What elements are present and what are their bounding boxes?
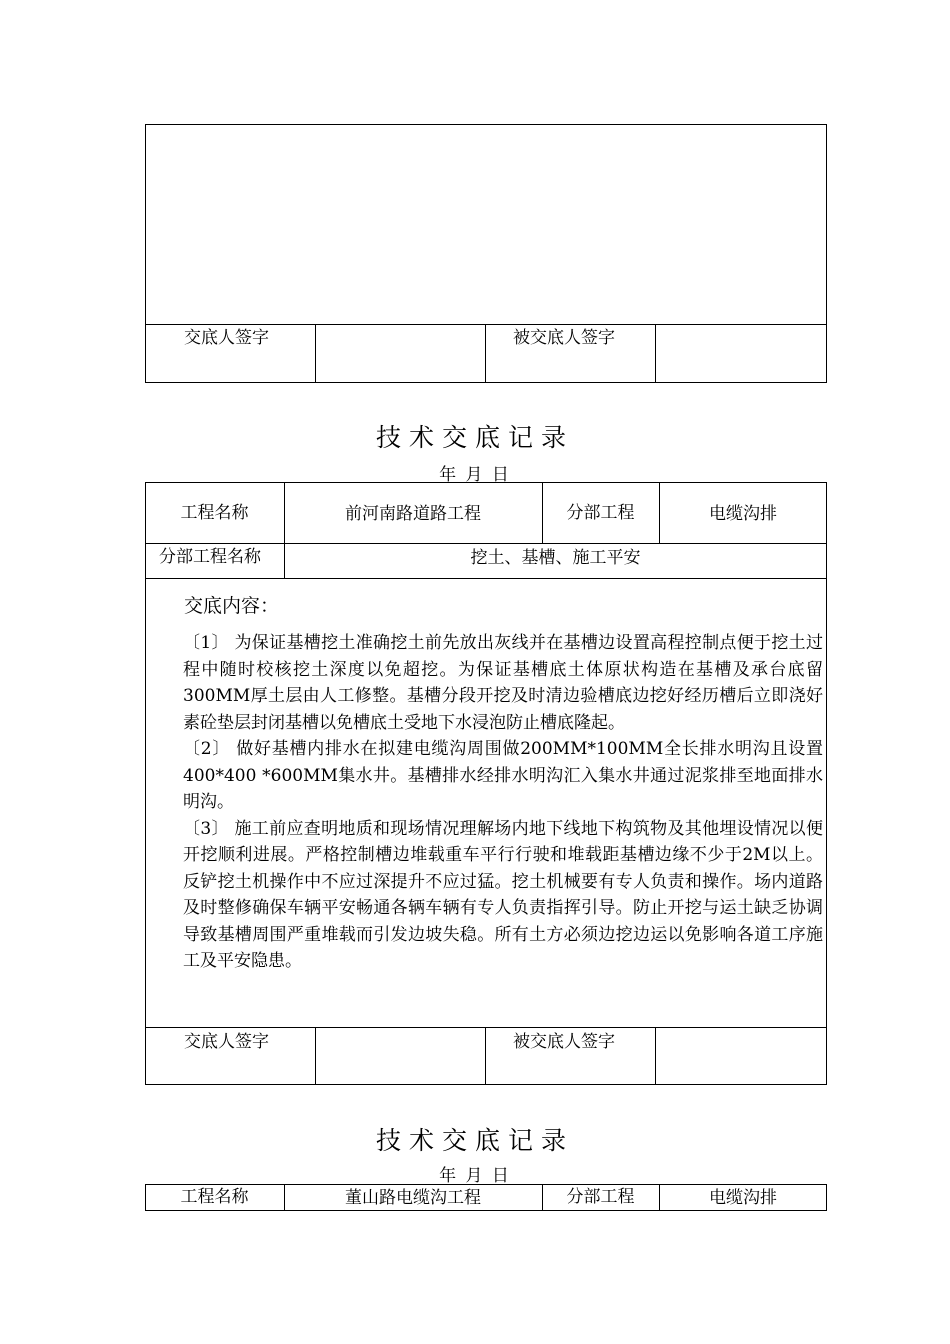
top-table-col-line (485, 324, 486, 383)
top-table-col-line (315, 324, 316, 383)
col-divider (655, 1027, 656, 1085)
content-label: 交底内容： (184, 595, 280, 617)
content-paragraph: 〔3〕 施工前应查明地质和现场情况理解场内地下线地下构筑物及其他埋设情况以便开挖顺利进展。严格控制槽边堆载重车平行行驶和堆载距基槽边缘不少于2M以上。反铲挖土机操作中不应过深提升不应过猛。挖土机械要有专人负责和操作。场内道路及时整修确保车辆平安畅通各辆车辆有专人负责指挥引导。防止开挖与运土缺乏协调导致基槽周围严重堆载而引发边坡失稳。所有土方必须边挖边运以免影响各道工序施工及平安隐患。 (183, 818, 823, 971)
content-paragraph: 〔1〕 为保证基槽挖土准确挖土前先放出灰线并在基槽边设置高程控制点便于挖土过程中随时校核挖土深度以免超挖。为保证基槽底土体原状构造在基槽及承台底留300MM厚土层由人工修整。基槽分段开挖及时清边验槽底边挖好经历槽后立即浇好素砼垫层封闭基槽以免槽底土受地下水浸泡防止槽底隆起。 (183, 633, 823, 733)
record-date: 年 月 日 (439, 465, 511, 485)
sub-project-label: 分部工程名称 (159, 547, 261, 567)
col-divider (315, 1027, 316, 1085)
row-divider (145, 578, 827, 579)
top-table-col-line (655, 324, 656, 383)
record-date: 年 月 日 (439, 1166, 511, 1186)
receiver-signature-label: 被交底人签字 (513, 328, 615, 348)
sub-project-value: 挖土、基槽、施工平安 (470, 548, 641, 568)
giver-signature-label: 交底人签字 (184, 328, 269, 348)
receiver-signature-label: 被交底人签字 (513, 1032, 615, 1052)
record-title: 技术交底记录 (375, 1126, 574, 1155)
giver-signature-label: 交底人签字 (184, 1032, 269, 1052)
top-table-divider (145, 324, 827, 325)
project-name-value: 前河南路道路工程 (345, 504, 481, 524)
project-name-value: 董山路电缆沟工程 (345, 1188, 481, 1208)
row-divider (145, 543, 827, 544)
project-name-label: 工程名称 (180, 1187, 249, 1207)
content-paragraph: 〔2〕 做好基槽内排水在拟建电缆沟周围做200MM*100MM全长排水明沟且设置400*400 *600MM集水井。基槽排水经排水明沟汇入集水井通过泥浆排至地面排水明沟。 (183, 739, 823, 812)
content-body (183, 630, 823, 975)
project-name-label: 工程名称 (180, 503, 249, 523)
division-value: 电缆沟排 (709, 1188, 777, 1208)
division-label: 分部工程 (566, 1187, 635, 1207)
record-title: 技术交底记录 (375, 423, 574, 452)
row-divider (145, 1027, 827, 1028)
col-divider (485, 1027, 486, 1085)
division-value: 电缆沟排 (709, 504, 777, 524)
division-label: 分部工程 (566, 503, 635, 523)
